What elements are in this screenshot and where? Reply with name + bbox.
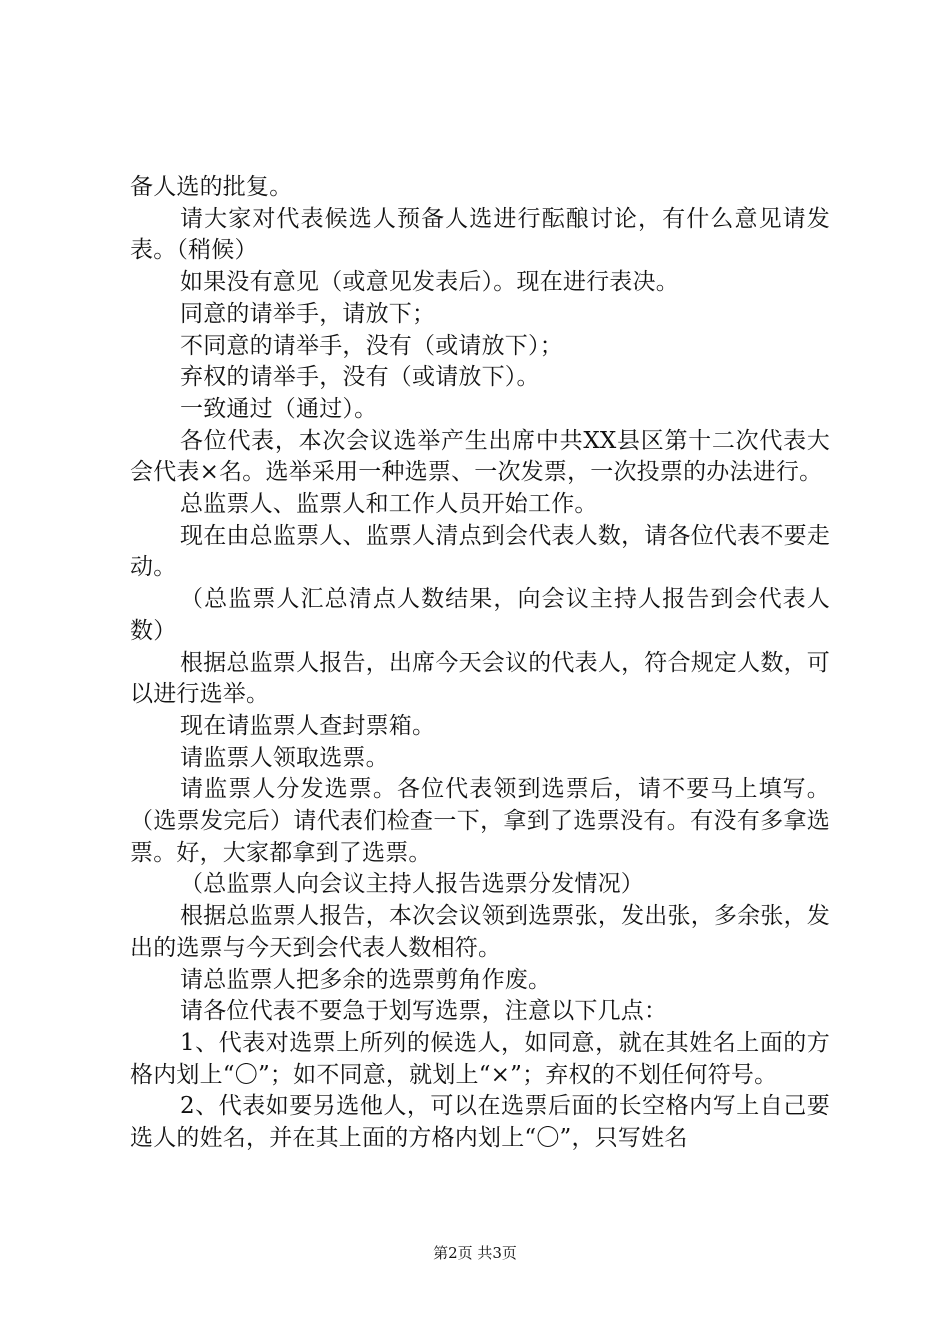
page-footer: 第2页 共3页: [433, 1244, 517, 1262]
paragraph: 请总监票人把多余的选票剪角作废。: [180, 966, 552, 993]
paragraph: 不同意的请举手，没有（或请放下）；: [180, 332, 563, 359]
paragraph: 总监票人、监票人和工作人员开始工作。: [180, 491, 598, 518]
paragraph: （总监票人向会议主持人报告选票分发情况）: [180, 871, 644, 898]
paragraph: 同意的请举手，请放下；: [180, 300, 436, 327]
paragraph: 现在请监票人查封票箱。: [180, 712, 436, 739]
paragraph: 请监票人分发选票。各位代表领到选票后，请不要马上填写。（选票发完后）请代表们检查一下，拿到了选票没有。有没有多拿选票。好，大家都拿到了选票。: [130, 776, 830, 866]
numbered-paragraph: 1、代表对选票上所列的候选人，如同意，就在其姓名上面的方格内划上“〇”；如不同意，就划上“×”；弃权的不划任何符号。: [130, 1029, 830, 1088]
paragraph: 根据总监票人报告，出席今天会议的代表人，符合规定人数，可以进行选举。: [130, 649, 830, 708]
paragraph: 现在由总监票人、监票人清点到会代表人数，请各位代表不要走动。: [130, 522, 830, 581]
numbered-paragraph: 2、代表如要另选他人，可以在选票后面的长空格内写上自己要选人的姓名，并在其上面的方格内划上“〇”，只写姓名: [130, 1093, 830, 1152]
paragraph: 请监票人领取选票。: [180, 744, 389, 771]
paragraph: 一致通过（通过）。: [180, 395, 378, 422]
paragraph: 各位代表，本次会议选举产生出席中共XX县区第十二次代表大会代表×名。选举采用一种选票、一次发票，一次投票的办法进行。: [130, 427, 830, 486]
paragraph-continuation: 备人选的批复。: [130, 174, 293, 200]
document-body: [130, 172, 830, 1155]
paragraph: 请大家对代表候选人预备人选进行酝酿讨论，有什么意见请发表。（稍候）: [130, 205, 830, 264]
paragraph: 弃权的请举手，没有（或请放下）。: [180, 364, 540, 391]
paragraph: 如果没有意见（或意见发表后）。现在进行表决。: [180, 269, 679, 296]
paragraph: 请各位代表不要急于划写选票，注意以下几点：: [180, 998, 668, 1025]
paragraph: 根据总监票人报告，本次会议领到选票张，发出张，多余张，发出的选票与今天到会代表人数相符。: [130, 903, 830, 961]
paragraph: （总监票人汇总清点人数结果，向会议主持人报告到会代表人数）: [130, 586, 830, 644]
